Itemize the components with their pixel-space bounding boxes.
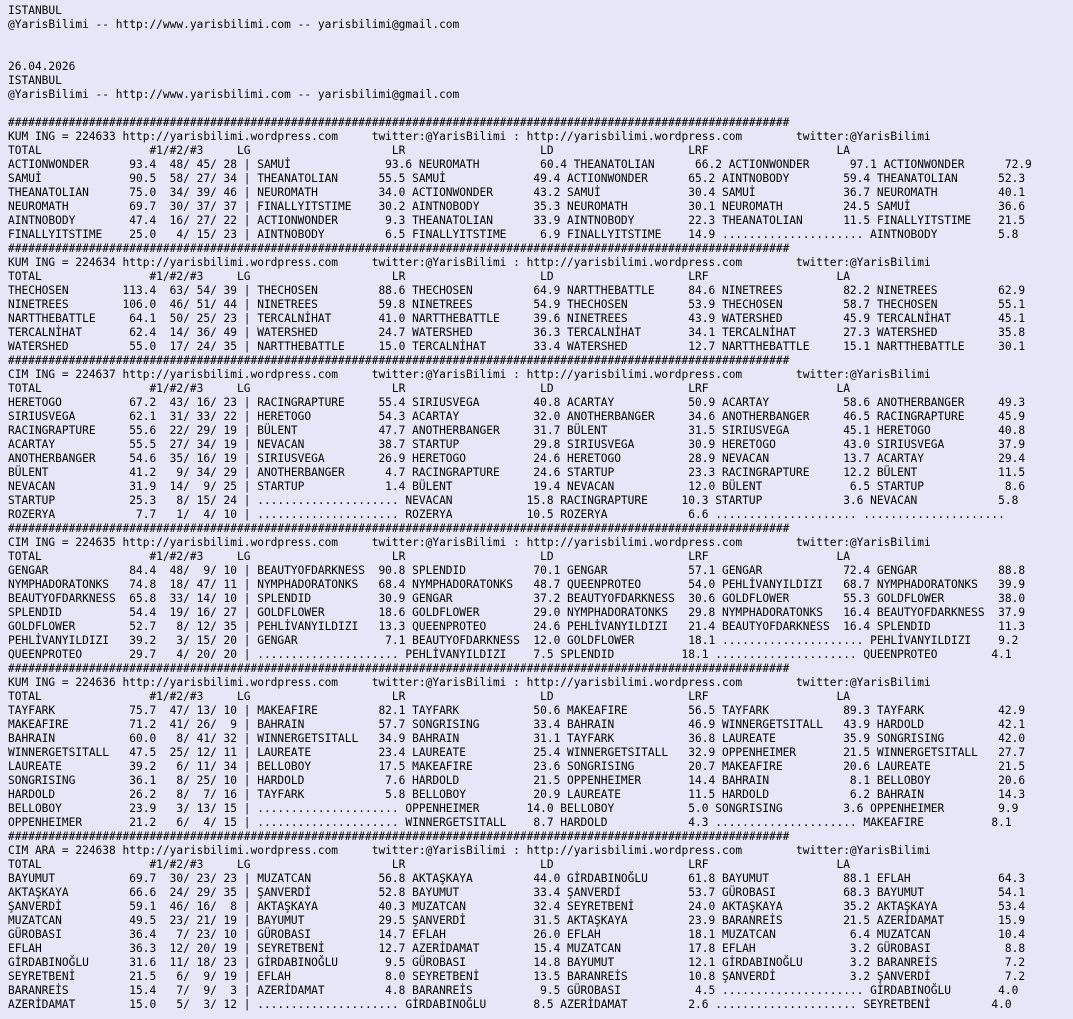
result-row: GOLDFLOWER 52.7 8/ 12/ 35 | PEHLİVANYILDIZI 13.3 QUEENPROTEO 24.6 PEHLİVANYILDIZI 21.4 BEAUTYOFDARKNESS 16.4 SPLENDID 11.3 bbox=[8, 620, 1026, 633]
result-row: EFLAH 36.3 12/ 20/ 19 | SEYRETBENİ 12.7 AZERİDAMAT 15.4 MUZATCAN 17.8 EFLAH 3.2 GÜROBASI 8.8 bbox=[8, 942, 1026, 955]
result-row: NEUROMATH 69.7 30/ 37/ 37 | FINALLYITSTIME 30.2 AINTNOBODY 35.3 NEUROMATH 30.1 NEUROMATH 24.5 SAMUİ 36.6 bbox=[8, 200, 1026, 213]
result-row: ANOTHERBANGER 54.6 35/ 16/ 19 | SIRIUSVEGA 26.9 HERETOGO 24.6 HERETOGO 28.9 NEVACAN 13.7 ACARTAY 29.4 bbox=[8, 452, 1026, 465]
result-row: AINTNOBODY 47.4 16/ 27/ 22 | ACTIONWONDER 9.3 THEANATOLIAN 33.9 AINTNOBODY 22.3 THEANATOLIAN 11.5 FINALLYITSTIME 21.5 bbox=[8, 214, 1026, 227]
separator-line: #################################################################################################################### bbox=[8, 662, 790, 675]
result-row: OPPENHEIMER 21.2 6/ 4/ 15 | ..................... WINNERGETSITALL 8.7 HARDOLD 4.3 ..................... MAKEAFIRE 8.1 bbox=[8, 816, 1012, 829]
result-row: SPLENDID 54.4 19/ 16/ 27 | GOLDFLOWER 18.6 GOLDFLOWER 29.0 NYMPHADORATONKS 29.8 NYMPHADORATONKS 16.4 BEAUTYOFDARKNESS 37.9 bbox=[8, 606, 1026, 619]
result-row: AZERİDAMAT 15.0 5/ 3/ 12 | ..................... GİRDABINOĞLU 8.5 AZERİDAMAT 2.6 ..................... SEYRETBENİ 4.0 bbox=[8, 998, 1012, 1011]
race-title: KUM ING = 224636 http://yarisbilimi.wordpress.com twitter:@YarisBilimi : http://yarisbilimi.wordpress.com twitter:@YarisBilimi bbox=[8, 676, 931, 689]
result-row: WINNERGETSITALL 47.5 25/ 12/ 11 | LAUREATE 23.4 LAUREATE 25.4 WINNERGETSITALL 32.9 OPPENHEIMER 21.5 WINNERGETSITALL 27.7 bbox=[8, 746, 1026, 759]
header-date: 26.04.2026 bbox=[8, 60, 76, 73]
column-header: TOTAL #1/#2/#3 LG LR LD LRF LA bbox=[8, 550, 850, 563]
result-row: FINALLYITSTIME 25.0 4/ 15/ 23 | AINTNOBODY 6.5 FINALLYITSTIME 6.9 FINALLYITSTIME 14.9 ..................... AINTNOBODY 5.8 bbox=[8, 228, 1019, 241]
result-row: LAUREATE 39.2 6/ 11/ 34 | BELLOBOY 17.5 MAKEAFIRE 23.6 SONGRISING 20.7 MAKEAFIRE 20.6 LAUREATE 21.5 bbox=[8, 760, 1026, 773]
result-row: ACTIONWONDER 93.4 48/ 45/ 28 | SAMUİ 93.6 NEUROMATH 60.4 THEANATOLIAN 66.2 ACTIONWONDER 97.1 ACTIONWONDER 72.9 bbox=[8, 158, 1032, 171]
result-row: ROZERYA 7.7 1/ 4/ 10 | ..................... ROZERYA 10.5 ROZERYA 6.6 ..................... ..................... bbox=[8, 508, 1005, 521]
column-header: TOTAL #1/#2/#3 LG LR LD LRF LA bbox=[8, 690, 850, 703]
race-sections bbox=[8, 116, 1032, 1011]
result-row: BEAUTYOFDARKNESS 65.8 33/ 14/ 10 | SPLENDID 30.9 GENGAR 37.2 BEAUTYOFDARKNESS 30.6 GOLDFLOWER 55.3 GOLDFLOWER 38.0 bbox=[8, 592, 1026, 605]
result-row: TAYFARK 75.7 47/ 13/ 10 | MAKEAFIRE 82.1 TAYFARK 50.6 MAKEAFIRE 56.5 TAYFARK 89.3 TAYFARK 42.9 bbox=[8, 704, 1026, 717]
result-row: NARTTHEBATTLE 64.1 50/ 25/ 23 | TERCALNİHAT 41.0 NARTTHEBATTLE 39.6 NINETREES 43.9 WATERSHED 45.9 TERCALNİHAT 45.1 bbox=[8, 312, 1026, 325]
result-row: SEYRETBENİ 21.5 6/ 9/ 19 | EFLAH 8.0 SEYRETBENİ 13.5 BARANREİS 10.8 ŞANVERDİ 3.2 ŞANVERDİ 7.2 bbox=[8, 970, 1026, 983]
result-row: NEVACAN 31.9 14/ 9/ 25 | STARTUP 1.4 BÜLENT 19.4 NEVACAN 12.0 BÜLENT 6.5 STARTUP 8.6 bbox=[8, 480, 1026, 493]
result-row: GÜROBASI 36.4 7/ 23/ 10 | GÜROBASI 14.7 EFLAH 26.0 EFLAH 18.1 MUZATCAN 6.4 MUZATCAN 10.4 bbox=[8, 928, 1026, 941]
column-header: TOTAL #1/#2/#3 LG LR LD LRF LA bbox=[8, 270, 850, 283]
result-row: BARANREİS 15.4 7/ 9/ 3 | AZERİDAMAT 4.8 BARANREİS 9.5 GÜROBASI 4.5 ..................... GİRDABINOĞLU 4.0 bbox=[8, 984, 1019, 997]
race-title: CIM ARA = 224638 http://yarisbilimi.wordpress.com twitter:@YarisBilimi : http://yarisbilimi.wordpress.com twitter:@YarisBilimi bbox=[8, 844, 931, 857]
header-contact: @YarisBilimi -- http://www.yarisbilimi.com -- yarisbilimi@gmail.com bbox=[8, 18, 460, 31]
column-header: TOTAL #1/#2/#3 LG LR LD LRF LA bbox=[8, 382, 850, 395]
header-city-2: ISTANBUL bbox=[8, 74, 62, 87]
result-row: MUZATCAN 49.5 23/ 21/ 19 | BAYUMUT 29.5 ŞANVERDİ 31.5 AKTAŞKAYA 23.9 BARANREİS 21.5 AZERİDAMAT 15.9 bbox=[8, 914, 1026, 927]
result-row: GİRDABINOĞLU 31.6 11/ 18/ 23 | GİRDABINOĞLU 9.5 GÜROBASI 14.8 BAYUMUT 12.1 GİRDABINOĞLU 3.2 BARANREİS 7.2 bbox=[8, 956, 1026, 969]
result-row: AKTAŞKAYA 66.6 24/ 29/ 35 | ŞANVERDİ 52.8 BAYUMUT 33.4 ŞANVERDİ 53.7 GÜROBASI 68.3 BAYUMUT 54.1 bbox=[8, 886, 1026, 899]
race-title: KUM ING = 224633 http://yarisbilimi.wordpress.com twitter:@YarisBilimi : http://yarisbilimi.wordpress.com twitter:@YarisBilimi bbox=[8, 130, 931, 143]
header-city: ISTANBUL bbox=[8, 4, 62, 17]
separator-line: #################################################################################################################### bbox=[8, 116, 790, 129]
result-row: STARTUP 25.3 8/ 15/ 24 | ..................... NEVACAN 15.8 RACINGRAPTURE 10.3 STARTUP 3.6 NEVACAN 5.8 bbox=[8, 494, 1019, 507]
header-contact-2: @YarisBilimi -- http://www.yarisbilimi.com -- yarisbilimi@gmail.com bbox=[8, 88, 460, 101]
race-title: KUM ING = 224634 http://yarisbilimi.wordpress.com twitter:@YarisBilimi : http://yarisbilimi.wordpress.com twitter:@YarisBilimi bbox=[8, 256, 931, 269]
result-row: MAKEAFIRE 71.2 41/ 26/ 9 | BAHRAIN 57.7 SONGRISING 33.4 BAHRAIN 46.9 WINNERGETSITALL 43.9 HARDOLD 42.1 bbox=[8, 718, 1026, 731]
result-row: PEHLİVANYILDIZI 39.2 3/ 15/ 20 | GENGAR 7.1 BEAUTYOFDARKNESS 12.0 GOLDFLOWER 18.1 ..................... PEHLİVANYILDIZI 9.2 bbox=[8, 634, 1019, 647]
result-row: BELLOBOY 23.9 3/ 13/ 15 | ..................... OPPENHEIMER 14.0 BELLOBOY 5.0 SONGRISING 3.6 OPPENHEIMER 9.9 bbox=[8, 802, 1019, 815]
result-row: WATERSHED 55.0 17/ 24/ 35 | NARTTHEBATTLE 15.0 TERCALNİHAT 33.4 WATERSHED 12.7 NARTTHEBATTLE 15.1 NARTTHEBATTLE 30.1 bbox=[8, 340, 1026, 353]
column-header: TOTAL #1/#2/#3 LG LR LD LRF LA bbox=[8, 144, 850, 157]
separator-line: #################################################################################################################### bbox=[8, 522, 790, 535]
result-row: NYMPHADORATONKS 74.8 18/ 47/ 11 | NYMPHADORATONKS 68.4 NYMPHADORATONKS 48.7 QUEENPROTEO 54.0 PEHLİVANYILDIZI 68.7 NYMPHADORATONKS 39.9 bbox=[8, 578, 1026, 591]
result-row: THEANATOLIAN 75.0 34/ 39/ 46 | NEUROMATH 34.0 ACTIONWONDER 43.2 SAMUİ 30.4 SAMUİ 36.7 NEUROMATH 40.1 bbox=[8, 186, 1026, 199]
column-header: TOTAL #1/#2/#3 LG LR LD LRF LA bbox=[8, 858, 850, 871]
separator-line: #################################################################################################################### bbox=[8, 830, 790, 843]
result-row: BAHRAIN 60.0 8/ 41/ 32 | WINNERGETSITALL 34.9 BAHRAIN 31.1 TAYFARK 36.8 LAUREATE 35.9 SONGRISING 42.0 bbox=[8, 732, 1026, 745]
result-row: BÜLENT 41.2 9/ 34/ 29 | ANOTHERBANGER 4.7 RACINGRAPTURE 24.6 STARTUP 23.3 RACINGRAPTURE 12.2 BÜLENT 11.5 bbox=[8, 466, 1026, 479]
result-row: HARDOLD 26.2 8/ 7/ 16 | TAYFARK 5.8 BELLOBOY 20.9 LAUREATE 11.5 HARDOLD 6.2 BAHRAIN 14.3 bbox=[8, 788, 1026, 801]
result-row: RACINGRAPTURE 55.6 22/ 29/ 19 | BÜLENT 47.7 ANOTHERBANGER 31.7 BÜLENT 31.5 SIRIUSVEGA 45.1 HERETOGO 40.8 bbox=[8, 424, 1026, 437]
result-row: GENGAR 84.4 48/ 9/ 10 | BEAUTYOFDARKNESS 90.8 SPLENDID 70.1 GENGAR 57.1 GENGAR 72.4 GENGAR 88.8 bbox=[8, 564, 1026, 577]
result-row: ACARTAY 55.5 27/ 34/ 19 | NEVACAN 38.7 STARTUP 29.8 SIRIUSVEGA 30.9 HERETOGO 43.0 SIRIUSVEGA 37.9 bbox=[8, 438, 1026, 451]
result-row: THECHOSEN 113.4 63/ 54/ 39 | THECHOSEN 88.6 THECHOSEN 64.9 NARTTHEBATTLE 84.6 NINETREES 82.2 NINETREES 62.9 bbox=[8, 284, 1026, 297]
result-row: HERETOGO 67.2 43/ 16/ 23 | RACINGRAPTURE 55.4 SIRIUSVEGA 40.8 ACARTAY 50.9 ACARTAY 58.6 ANOTHERBANGER 49.3 bbox=[8, 396, 1026, 409]
result-row: NINETREES 106.0 46/ 51/ 44 | NINETREES 59.8 NINETREES 54.9 THECHOSEN 53.9 THECHOSEN 58.7 THECHOSEN 55.1 bbox=[8, 298, 1026, 311]
race-title: CIM ING = 224635 http://yarisbilimi.wordpress.com twitter:@YarisBilimi : http://yarisbilimi.wordpress.com twitter:@YarisBilimi bbox=[8, 536, 931, 549]
result-row: QUEENPROTEO 29.7 4/ 20/ 20 | ..................... PEHLİVANYILDIZI 7.5 SPLENDID 18.1 ..................... QUEENPROTEO 4.1 bbox=[8, 648, 1012, 661]
result-row: BAYUMUT 69.7 30/ 23/ 23 | MUZATCAN 56.8 AKTAŞKAYA 44.0 GİRDABINOĞLU 61.8 BAYUMUT 88.1 EFLAH 64.3 bbox=[8, 872, 1026, 885]
result-row: ŞANVERDİ 59.1 46/ 16/ 8 | AKTAŞKAYA 40.3 MUZATCAN 32.4 SEYRETBENİ 24.0 AKTAŞKAYA 35.2 AKTAŞKAYA 53.4 bbox=[8, 900, 1026, 913]
separator-line: #################################################################################################################### bbox=[8, 242, 790, 255]
race-title: CIM ING = 224637 http://yarisbilimi.wordpress.com twitter:@YarisBilimi : http://yarisbilimi.wordpress.com twitter:@YarisBilimi bbox=[8, 368, 931, 381]
result-row: TERCALNİHAT 62.4 14/ 36/ 49 | WATERSHED 24.7 WATERSHED 36.3 TERCALNİHAT 34.1 TERCALNİHAT 27.3 WATERSHED 35.8 bbox=[8, 326, 1026, 339]
result-row: SIRIUSVEGA 62.1 31/ 33/ 22 | HERETOGO 54.3 ACARTAY 32.0 ANOTHERBANGER 34.6 ANOTHERBANGER 46.5 RACINGRAPTURE 45.9 bbox=[8, 410, 1026, 423]
result-row: SAMUİ 90.5 58/ 27/ 34 | THEANATOLIAN 55.5 SAMUİ 49.4 ACTIONWONDER 65.2 AINTNOBODY 59.4 THEANATOLIAN 52.3 bbox=[8, 172, 1026, 185]
result-row: SONGRISING 36.1 8/ 25/ 10 | HARDOLD 7.6 HARDOLD 21.5 OPPENHEIMER 14.4 BAHRAIN 8.1 BELLOBOY 20.6 bbox=[8, 774, 1026, 787]
separator-line: #################################################################################################################### bbox=[8, 354, 790, 367]
